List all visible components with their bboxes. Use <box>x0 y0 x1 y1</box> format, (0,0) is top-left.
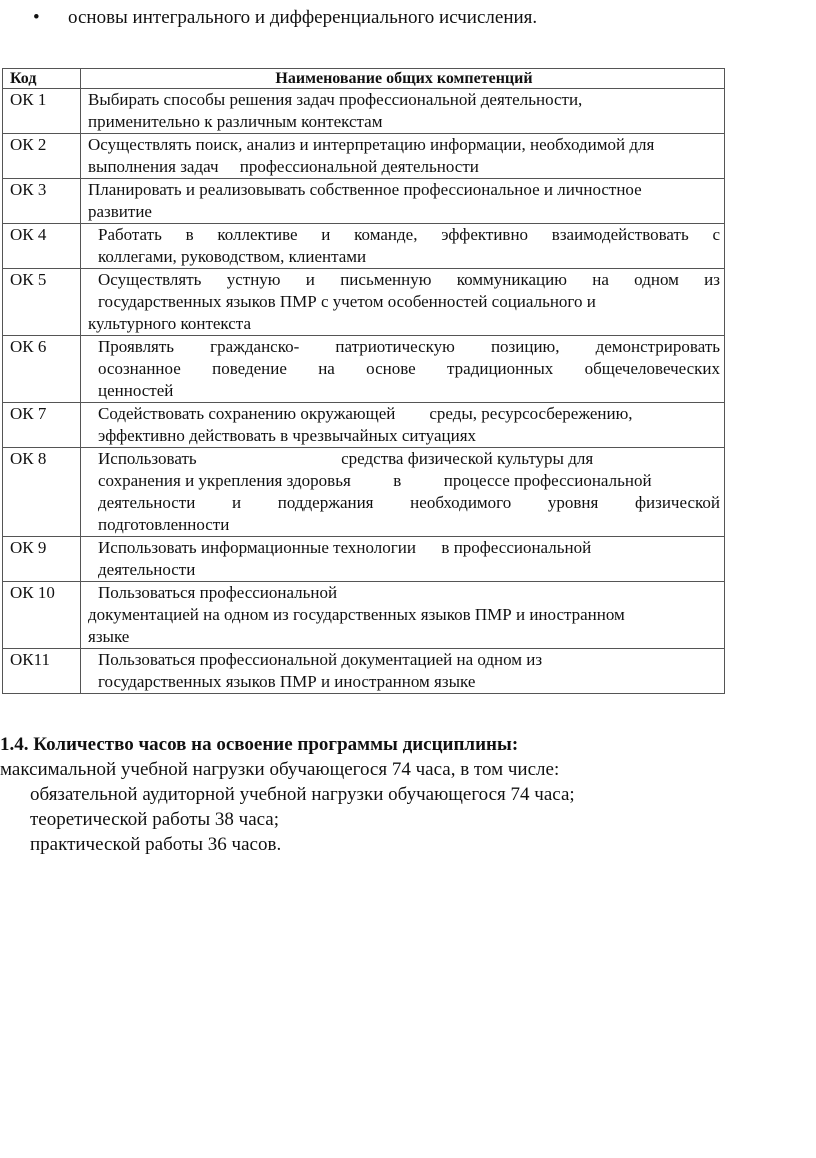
competency-description <box>81 448 725 537</box>
description-line: культурного контекста <box>88 314 251 333</box>
competency-code: ОК11 <box>3 649 81 694</box>
competency-code: ОК 4 <box>3 224 81 269</box>
description-line: деятельности и поддержания необходимого уровня физической <box>98 493 720 512</box>
description-line: языке <box>88 627 130 646</box>
competency-code: ОК 5 <box>3 269 81 336</box>
hours-section <box>0 732 575 857</box>
table-row <box>3 649 725 694</box>
theory-line: теоретической работы 38 часа; <box>30 809 280 830</box>
description-line: государственных языков ПМР с учетом особенностей социального и <box>98 292 596 311</box>
competency-description <box>81 179 725 224</box>
max-load-line: максимальной учебной нагрузки обучающегося 74 часа, в том числе: <box>0 759 560 780</box>
competency-description <box>81 224 725 269</box>
description-line: документацией на одном из государственных языков ПМР и иностранном <box>88 605 625 624</box>
table-row <box>3 403 725 448</box>
competency-code: ОК 6 <box>3 336 81 403</box>
competency-code: ОК 3 <box>3 179 81 224</box>
description-line: деятельности <box>98 560 196 579</box>
competency-code: ОК 1 <box>3 89 81 134</box>
description-line: Проявлять гражданско- патриотическую позицию, демонстрировать <box>98 337 720 356</box>
header-name: Наименование общих компетенций <box>81 69 725 89</box>
competency-description <box>81 336 725 403</box>
bullet-text: основы интегрального и дифференциального исчисления. <box>68 7 538 28</box>
practice-line: практической работы 36 часов. <box>30 834 282 855</box>
competency-code: ОК 9 <box>3 537 81 582</box>
table-row <box>3 224 725 269</box>
description-line: Пользоваться профессиональной <box>98 583 338 602</box>
description-line: сохранения и укрепления здоровья в процессе профессиональной <box>98 471 652 490</box>
table-row <box>3 269 725 336</box>
table-row <box>3 336 725 403</box>
description-line: осознанное поведение на основе традиционных общечеловеческих <box>98 359 720 378</box>
description-line: ценностей <box>98 381 174 400</box>
description-line: Осуществлять устную и письменную коммуникацию на одном из <box>98 270 720 289</box>
competency-code: ОК 7 <box>3 403 81 448</box>
section-heading: 1.4. Количество часов на освоение программы дисциплины: <box>0 734 519 755</box>
competency-description <box>81 649 725 694</box>
description-line: Работать в коллективе и команде, эффективно взаимодействовать с <box>98 225 720 244</box>
competency-description <box>81 89 725 134</box>
description-line: коллегами, руководством, клиентами <box>98 247 367 266</box>
description-line: Планировать и реализовывать собственное профессиональное и личностное <box>88 180 642 199</box>
competency-code: ОК 10 <box>3 582 81 649</box>
description-line: выполнения задач профессиональной деятельности <box>88 157 479 176</box>
description-line: Осуществлять поиск, анализ и интерпретацию информации, необходимой для <box>88 135 655 154</box>
competency-description <box>81 134 725 179</box>
competency-description <box>81 269 725 336</box>
description-line: подготовленности <box>98 515 230 534</box>
description-line: Содействовать сохранению окружающей среды, ресурсосбережению, <box>98 404 633 423</box>
table-row <box>3 89 725 134</box>
description-line: Пользоваться профессиональной документацией на одном из <box>98 650 543 669</box>
mandatory-load-line: обязательной аудиторной учебной нагрузки обучающегося 74 часа; <box>30 784 575 805</box>
description-line: развитие <box>88 202 152 221</box>
description-line: Использовать информационные технологии в профессиональной <box>98 538 592 557</box>
bullet-icon: • <box>33 7 40 28</box>
table-header-row <box>3 69 725 89</box>
table-row <box>3 448 725 537</box>
description-line: государственных языков ПМР и иностранном языке <box>98 672 476 691</box>
table-row <box>3 179 725 224</box>
description-line: эффективно действовать в чрезвычайных ситуациях <box>98 426 477 445</box>
table-row <box>3 582 725 649</box>
description-line: Использовать средства физической культуры для <box>98 449 594 468</box>
competencies-table <box>2 68 725 694</box>
competency-description <box>81 403 725 448</box>
competency-description <box>81 582 725 649</box>
table-row <box>3 537 725 582</box>
description-line: Выбирать способы решения задач профессиональной деятельности, <box>88 90 583 109</box>
description-line: применительно к различным контекстам <box>88 112 383 131</box>
table-row <box>3 134 725 179</box>
competency-code: ОК 2 <box>3 134 81 179</box>
competency-description <box>81 537 725 582</box>
header-code: Код <box>3 69 81 89</box>
competency-code: ОК 8 <box>3 448 81 537</box>
